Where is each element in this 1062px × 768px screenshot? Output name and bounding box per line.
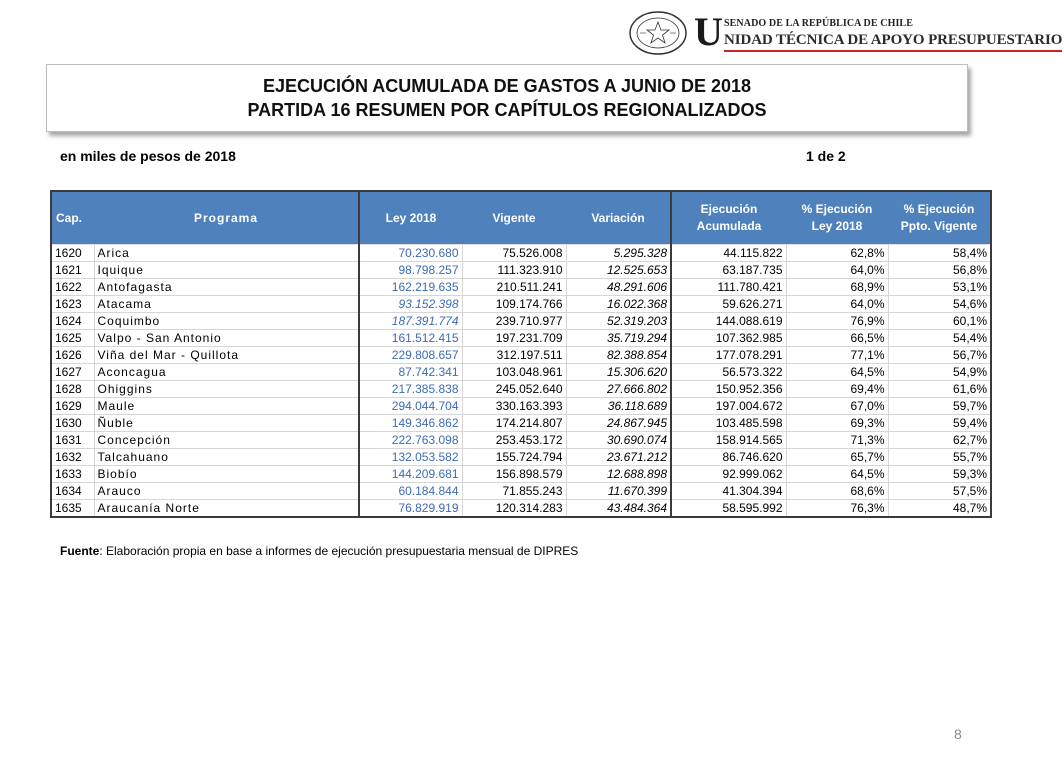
- cell-ejecucion: 56.573.322: [671, 364, 786, 381]
- header-pct-ley-line2: Ley 2018: [811, 219, 863, 233]
- cell-vigente: 109.174.766: [462, 296, 566, 313]
- cell-vigente: 111.323.910: [462, 262, 566, 279]
- title-line-1: EJECUCIÓN ACUMULADA DE GASTOS A JUNIO DE 2018: [262, 76, 752, 96]
- cell-programa: Talcahuano: [94, 449, 359, 466]
- table-row: [51, 279, 991, 296]
- header-pct-ppto-line1: % Ejecución: [903, 202, 975, 216]
- cell-cap: 1622: [51, 279, 94, 296]
- cell-pct-ley: 68,6%: [786, 483, 888, 500]
- cell-ley: 132.053.582: [359, 449, 462, 466]
- table-row: [51, 432, 991, 449]
- cell-ejecucion: 59.626.271: [671, 296, 786, 313]
- header-ejecucion: [671, 191, 786, 245]
- cell-ley: 294.044.704: [359, 398, 462, 415]
- cell-ejecucion: 86.746.620: [671, 449, 786, 466]
- cell-variacion: 35.719.294: [566, 330, 671, 347]
- cell-ley: 222.763.098: [359, 432, 462, 449]
- cell-ejecucion: 41.304.394: [671, 483, 786, 500]
- cell-vigente: 174.214.807: [462, 415, 566, 432]
- cell-programa: Atacama: [94, 296, 359, 313]
- table-row: [51, 398, 991, 415]
- cell-pct-ley: 69,3%: [786, 415, 888, 432]
- cell-pct-ley: 65,7%: [786, 449, 888, 466]
- header-cap: Cap.: [51, 191, 94, 245]
- cell-cap: 1631: [51, 432, 94, 449]
- cell-pct-ley: 64,0%: [786, 262, 888, 279]
- cell-ejecucion: 111.780.421: [671, 279, 786, 296]
- cell-vigente: 312.197.511: [462, 347, 566, 364]
- cell-vigente: 155.724.794: [462, 449, 566, 466]
- cell-pct-ppto: 56,7%: [888, 347, 991, 364]
- page-count: 1 de 2: [806, 148, 846, 164]
- cell-pct-ppto: 54,9%: [888, 364, 991, 381]
- cell-cap: 1634: [51, 483, 94, 500]
- table-row: [51, 245, 991, 262]
- cell-variacion: 16.022.368: [566, 296, 671, 313]
- cell-ejecucion: 107.362.985: [671, 330, 786, 347]
- cell-ejecucion: 144.088.619: [671, 313, 786, 330]
- cell-pct-ppto: 59,3%: [888, 466, 991, 483]
- cell-pct-ppto: 56,8%: [888, 262, 991, 279]
- cell-pct-ppto: 55,7%: [888, 449, 991, 466]
- cell-ley: 187.391.774: [359, 313, 462, 330]
- cell-vigente: 239.710.977: [462, 313, 566, 330]
- cell-ejecucion: 197.004.672: [671, 398, 786, 415]
- cell-pct-ppto: 61,6%: [888, 381, 991, 398]
- cell-cap: 1627: [51, 364, 94, 381]
- table-row: [51, 483, 991, 500]
- cell-ejecucion: 44.115.822: [671, 245, 786, 262]
- table-row: [51, 415, 991, 432]
- table-row: [51, 381, 991, 398]
- cell-cap: 1630: [51, 415, 94, 432]
- cell-variacion: 48.291.606: [566, 279, 671, 296]
- cell-cap: 1628: [51, 381, 94, 398]
- source-text: : Elaboración propia en base a informes de ejecución presupuestaria mensual de DIPRES: [99, 544, 579, 558]
- table-row: [51, 313, 991, 330]
- cell-pct-ley: 77,1%: [786, 347, 888, 364]
- budget-table: [50, 190, 992, 518]
- cell-programa: Maule: [94, 398, 359, 415]
- cell-ejecucion: 158.914.565: [671, 432, 786, 449]
- cell-ejecucion: 150.952.356: [671, 381, 786, 398]
- cell-variacion: 24.867.945: [566, 415, 671, 432]
- cell-variacion: 12.688.898: [566, 466, 671, 483]
- table-row: [51, 449, 991, 466]
- cell-pct-ley: 76,9%: [786, 313, 888, 330]
- cell-pct-ppto: 48,7%: [888, 500, 991, 518]
- cell-pct-ley: 64,5%: [786, 466, 888, 483]
- header-logo: [628, 9, 1062, 60]
- table-row: [51, 500, 991, 518]
- cell-vigente: 253.453.172: [462, 432, 566, 449]
- cell-vigente: 210.511.241: [462, 279, 566, 296]
- cell-pct-ppto: 58,4%: [888, 245, 991, 262]
- cell-pct-ley: 71,3%: [786, 432, 888, 449]
- cell-ley: 161.512.415: [359, 330, 462, 347]
- header-pct-ppto-line2: Ppto. Vigente: [900, 219, 978, 233]
- cell-cap: 1626: [51, 347, 94, 364]
- cell-programa: Concepción: [94, 432, 359, 449]
- cell-variacion: 11.670.399: [566, 483, 671, 500]
- logo-unit-text: NIDAD TÉCNICA DE APOYO PRESUPUESTARIO: [724, 32, 1062, 52]
- senate-seal-icon: [628, 10, 688, 56]
- cell-cap: 1624: [51, 313, 94, 330]
- table-row: [51, 466, 991, 483]
- cell-programa: Antofagasta: [94, 279, 359, 296]
- cell-variacion: 30.690.074: [566, 432, 671, 449]
- cell-pct-ley: 66,5%: [786, 330, 888, 347]
- header-pct-ley: [786, 191, 888, 245]
- cell-programa: Ñuble: [94, 415, 359, 432]
- cell-programa: Biobío: [94, 466, 359, 483]
- cell-programa: Viña del Mar - Quillota: [94, 347, 359, 364]
- cell-ejecucion: 177.078.291: [671, 347, 786, 364]
- cell-programa: Iquique: [94, 262, 359, 279]
- header-variacion: Variación: [566, 191, 671, 245]
- cell-vigente: 156.898.579: [462, 466, 566, 483]
- cell-cap: 1623: [51, 296, 94, 313]
- cell-vigente: 75.526.008: [462, 245, 566, 262]
- source-label: Fuente: [60, 544, 100, 558]
- cell-variacion: 27.666.802: [566, 381, 671, 398]
- cell-variacion: 52.319.203: [566, 313, 671, 330]
- cell-programa: Coquimbo: [94, 313, 359, 330]
- cell-ley: 217.385.838: [359, 381, 462, 398]
- logo-senado-text: SENADO DE LA REPÚBLICA DE CHILE: [724, 18, 913, 29]
- title-box: [46, 64, 968, 132]
- cell-pct-ppto: 62,7%: [888, 432, 991, 449]
- cell-vigente: 330.163.393: [462, 398, 566, 415]
- cell-ley: 70.230.680: [359, 245, 462, 262]
- table-row: [51, 364, 991, 381]
- cell-pct-ppto: 59,7%: [888, 398, 991, 415]
- cell-pct-ppto: 53,1%: [888, 279, 991, 296]
- cell-cap: 1625: [51, 330, 94, 347]
- cell-programa: Aconcagua: [94, 364, 359, 381]
- table-row: [51, 347, 991, 364]
- header-pct-ppto: [888, 191, 991, 245]
- cell-pct-ppto: 60,1%: [888, 313, 991, 330]
- cell-variacion: 12.525.653: [566, 262, 671, 279]
- cell-pct-ppto: 57,5%: [888, 483, 991, 500]
- cell-pct-ley: 76,3%: [786, 500, 888, 518]
- cell-ley: 93.152.398: [359, 296, 462, 313]
- cell-vigente: 71.855.243: [462, 483, 566, 500]
- cell-ejecucion: 103.485.598: [671, 415, 786, 432]
- cell-cap: 1633: [51, 466, 94, 483]
- cell-variacion: 15.306.620: [566, 364, 671, 381]
- cell-vigente: 120.314.283: [462, 500, 566, 518]
- table-header-row: [51, 191, 991, 245]
- table-row: [51, 262, 991, 279]
- title-line-2: PARTIDA 16 RESUMEN POR CAPÍTULOS REGIONALIZADOS: [247, 100, 767, 120]
- source-note: [60, 544, 578, 558]
- cell-ley: 149.346.862: [359, 415, 462, 432]
- cell-pct-ley: 64,5%: [786, 364, 888, 381]
- cell-pct-ley: 69,4%: [786, 381, 888, 398]
- cell-cap: 1629: [51, 398, 94, 415]
- page-number: 8: [954, 726, 962, 742]
- cell-ejecucion: 92.999.062: [671, 466, 786, 483]
- cell-variacion: 82.388.854: [566, 347, 671, 364]
- table-row: [51, 330, 991, 347]
- cell-variacion: 23.671.212: [566, 449, 671, 466]
- cell-programa: Araucanía Norte: [94, 500, 359, 518]
- cell-ley: 229.808.657: [359, 347, 462, 364]
- header-programa: Programa: [94, 191, 359, 245]
- header-pct-ley-line1: % Ejecución: [801, 202, 873, 216]
- cell-vigente: 103.048.961: [462, 364, 566, 381]
- cell-programa: Ohiggins: [94, 381, 359, 398]
- cell-pct-ppto: 59,4%: [888, 415, 991, 432]
- cell-variacion: 5.295.328: [566, 245, 671, 262]
- table-body: [51, 245, 991, 518]
- cell-ley: 87.742.341: [359, 364, 462, 381]
- units-subtitle: en miles de pesos de 2018: [60, 148, 236, 164]
- cell-ley: 76.829.919: [359, 500, 462, 518]
- cell-vigente: 197.231.709: [462, 330, 566, 347]
- cell-ley: 98.798.257: [359, 262, 462, 279]
- cell-programa: Arauco: [94, 483, 359, 500]
- cell-ejecucion: 58.595.992: [671, 500, 786, 518]
- cell-cap: 1635: [51, 500, 94, 518]
- cell-ley: 144.209.681: [359, 466, 462, 483]
- cell-ejecucion: 63.187.735: [671, 262, 786, 279]
- cell-variacion: 36.118.689: [566, 398, 671, 415]
- table-row: [51, 296, 991, 313]
- cell-pct-ley: 67,0%: [786, 398, 888, 415]
- cell-variacion: 43.484.364: [566, 500, 671, 518]
- header-vigente: Vigente: [462, 191, 566, 245]
- cell-programa: Arica: [94, 245, 359, 262]
- cell-cap: 1621: [51, 262, 94, 279]
- header-ley: Ley 2018: [359, 191, 462, 245]
- header-ejecucion-line2: Acumulada: [696, 219, 762, 233]
- cell-ley: 60.184.844: [359, 483, 462, 500]
- header-ejecucion-line1: Ejecución: [700, 202, 758, 216]
- cell-cap: 1632: [51, 449, 94, 466]
- cell-pct-ley: 64,0%: [786, 296, 888, 313]
- cell-programa: Valpo - San Antonio: [94, 330, 359, 347]
- logo-initial: U: [694, 9, 723, 54]
- cell-pct-ley: 62,8%: [786, 245, 888, 262]
- cell-ley: 162.219.635: [359, 279, 462, 296]
- cell-pct-ley: 68,9%: [786, 279, 888, 296]
- cell-cap: 1620: [51, 245, 94, 262]
- cell-pct-ppto: 54,4%: [888, 330, 991, 347]
- cell-pct-ppto: 54,6%: [888, 296, 991, 313]
- cell-vigente: 245.052.640: [462, 381, 566, 398]
